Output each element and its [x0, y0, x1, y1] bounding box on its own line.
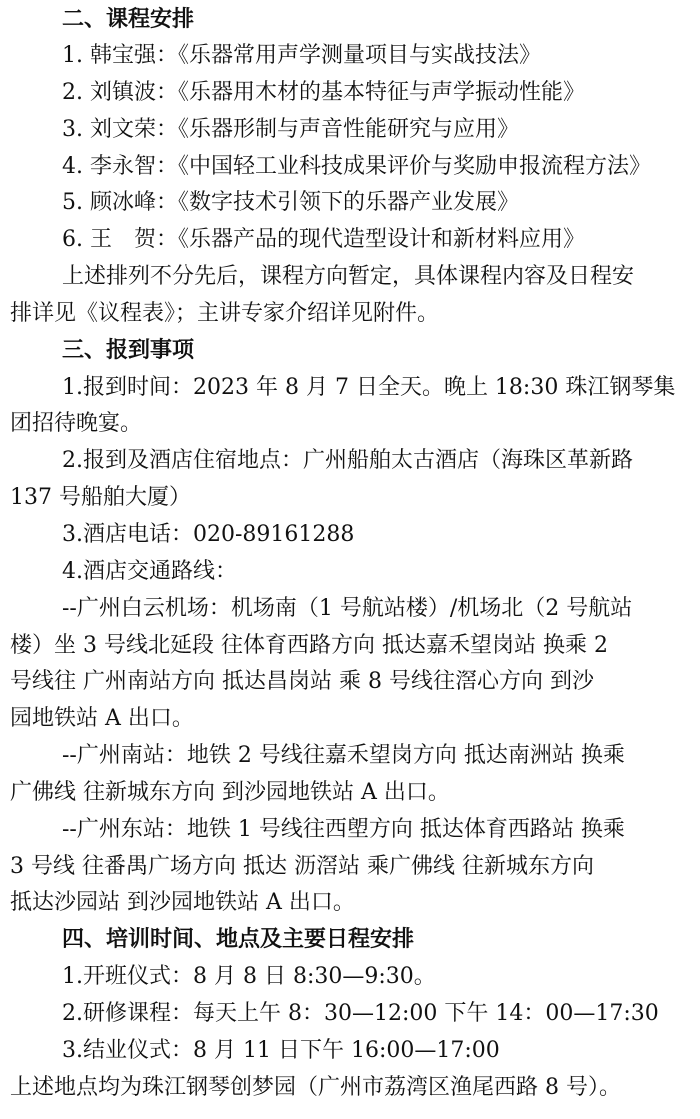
course-item-1: 1. 韩宝强：《乐器常用声学测量项目与实战技法》	[62, 43, 541, 68]
route-south-station-line-2: 广佛线 往新城东方向 到沙园地铁站 A 出口。	[10, 780, 450, 805]
route-airport-line-2: 楼）坐 3 号线北延段 往体育西路方向 抵达嘉禾望岗站 换乘 2	[10, 633, 608, 658]
course-item-2: 2. 刘镇波：《乐器用木材的基本特征与声学振动性能》	[62, 80, 585, 105]
daily-courses: 2.研修课程：每天上午 8：30—12:00 下午 14：00—17:30	[62, 1001, 659, 1026]
course-item-6: 6. 王 贺：《乐器产品的现代造型设计和新材料应用》	[62, 227, 585, 252]
route-airport-line-3: 号线往 广州南站方向 抵达昌岗站 乘 8 号线往滘心方向 到沙	[10, 669, 594, 694]
closing-ceremony: 3.结业仪式：8 月 11 日下午 16:00—17:00	[62, 1038, 500, 1063]
opening-ceremony: 1.开班仪式：8 月 8 日 8:30—9:30。	[62, 964, 436, 989]
registration-time-line-2: 团招待晚宴。	[10, 411, 143, 436]
venue-note: 上述地点均为珠江钢琴创梦园（广州市荔湾区渔尾西路 8 号）。	[10, 1075, 621, 1100]
course-item-5: 5. 顾冰峰：《数字技术引领下的乐器产业发展》	[62, 190, 519, 215]
route-south-station-line-1: --广州南站：地铁 2 号线往嘉禾望岗方向 抵达南洲站 换乘	[62, 743, 625, 768]
route-east-station-line-1: --广州东站：地铁 1 号线往西塱方向 抵达体育西路站 换乘	[62, 817, 625, 842]
section-heading-training-schedule: 四、培训时间、地点及主要日程安排	[62, 927, 415, 952]
course-note-line-2: 排详见《议程表》；主讲专家介绍详见附件。	[10, 301, 440, 326]
section-heading-course-schedule: 二、课程安排	[62, 7, 195, 32]
course-item-3: 3. 刘文荣：《乐器形制与声音性能研究与应用》	[62, 117, 519, 142]
course-note-line-1: 上述排列不分先后，课程方向暂定，具体课程内容及日程安	[62, 264, 635, 289]
hotel-location-line-2: 137 号船舶大厦）	[10, 485, 191, 510]
hotel-transport-heading: 4.酒店交通路线：	[62, 559, 237, 584]
route-east-station-line-2: 3 号线 往番禺广场方向 抵达 沥滘站 乘广佛线 往新城东方向	[10, 854, 594, 879]
hotel-phone: 3.酒店电话：020-89161288	[62, 522, 355, 547]
registration-time-line-1: 1.报到时间：2023 年 8 月 7 日全天。晚上 18:30 珠江钢琴集	[62, 375, 676, 400]
route-airport-line-4: 园地铁站 A 出口。	[10, 706, 194, 731]
hotel-location-line-1: 2.报到及酒店住宿地点：广州船舶太古酒店（海珠区革新路	[62, 448, 633, 473]
section-heading-registration: 三、报到事项	[62, 338, 195, 363]
course-item-4: 4. 李永智：《中国轻工业科技成果评价与奖励申报流程方法》	[62, 154, 651, 179]
route-airport-line-1: --广州白云机场：机场南（1 号航站楼）/机场北（2 号航站	[62, 596, 633, 621]
route-east-station-line-3: 抵达沙园站 到沙园地铁站 A 出口。	[10, 890, 355, 915]
